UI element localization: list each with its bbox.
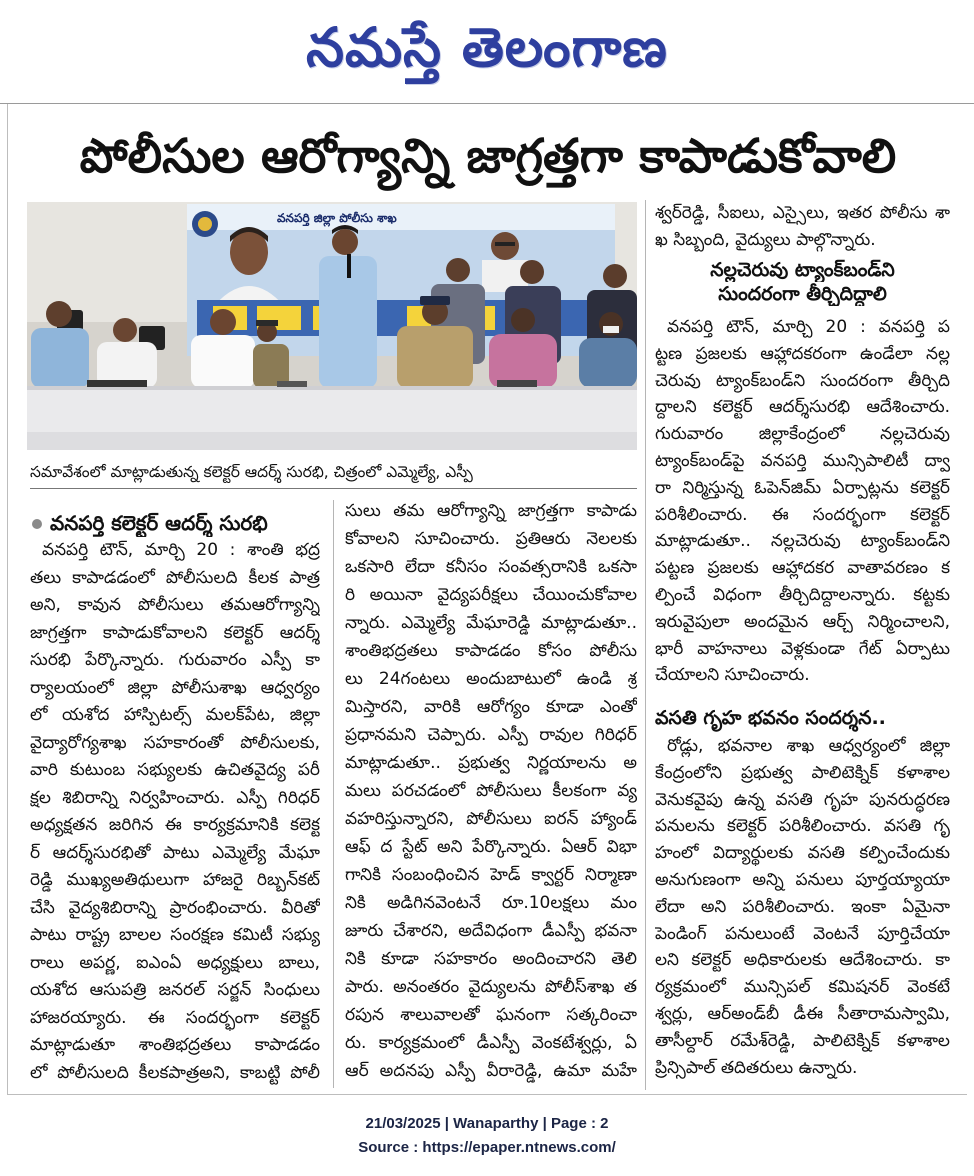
article-text-line: ప్రిన్సిపాల్ తదితరులు ఉన్నారు.	[655, 1057, 858, 1078]
bullet-icon	[32, 519, 42, 529]
article-text-line: రా నిర్మిస్తున్న ఓపెన్‌జిమ్ ఏర్పాట్లను కలెక్టర్	[655, 477, 950, 498]
event-photo	[27, 202, 637, 450]
article-text-line: రి అయినా వైద్యపరీక్షలు చేయించుకోవాల	[345, 585, 637, 605]
article-column-3-tankbund-story	[655, 314, 950, 690]
article-text-line: శ్వర్లు, ఆర్అండ్‌బీ డీఈ సీతారామస్వామి,	[655, 1003, 950, 1024]
article-text-line: పనులను కలెక్టర్ పరిశీలించారు. వసతి గృ	[655, 816, 950, 837]
article-text-line: పరిశీలించారు. ఈ సందర్భంగా కలెక్టర్	[655, 504, 950, 525]
article-text-line: ర్యక్రమంలో మున్సిపల్ కమిషనర్ వెంకటే	[655, 977, 950, 998]
article-text-line: వహరిస్తున్నారని, పోలీసులు ఐరన్ హ్యాండ్	[345, 809, 637, 829]
head-table	[27, 380, 637, 450]
column-divider	[645, 200, 646, 1090]
article-text-line: సురభి పేర్కొన్నారు. గురువారం ఎస్పీ కా	[30, 650, 320, 670]
article-text-line: కోవాలని సూచించారు. ప్రతిఆరు నెలలకు	[345, 529, 637, 549]
article-text-line: రోడ్లు, భవనాల శాఖ ఆధ్వర్యంలో జిల్లా	[667, 736, 950, 756]
article-text-line: గురువారం జిల్లాకేంద్రంలో నల్లచెరువు	[655, 424, 950, 445]
article-text-line: మలు పరచడంలో పోలీసులు కీలకంగా వ్య	[345, 781, 637, 801]
microphone-icon	[347, 254, 351, 278]
article-text-line: అనుగుణంగా అన్ని పనులు పూర్తయ్యాయా	[655, 869, 950, 890]
column3-subhead-hostel: వసతి గృహ భవనం సందర్శన..	[655, 707, 886, 729]
article-text-line: రెడ్డి ముఖ్యఅతిథులుగా హాజరై రిబ్బన్‌కట్	[30, 870, 320, 890]
article-text-line: లో యశోద హాస్పిటల్స్ మలక్‌పేట, జిల్లా	[30, 705, 320, 725]
article-column-1	[30, 510, 320, 1090]
article-text-line: జూరు చేశారని, అదేవిధంగా డీఎస్పీ భవనా	[345, 921, 637, 941]
article-text-line: ఒకసారి లేదా కనీసం సంవత్సరానికి ఒకసా	[345, 557, 637, 577]
article-column-2	[345, 497, 637, 1089]
article-text-line: ట్టణ ప్రజలకు ఆహ్లాదకరంగా ఉండేలా నల్ల	[655, 343, 950, 364]
article-text-line: పారు. అనంతరం వైద్యులను పోలీస్‌శాఖ త	[345, 977, 637, 997]
article-text-line: పెండింగ్ పనులుంటే వెంటనే పూర్తిచేయా	[655, 923, 950, 944]
banner-text: వనపర్తి జిల్లా పోలీసు శాఖ	[277, 211, 397, 225]
article-text-line: లేదా అని పరిశీలించారు. ఇంకా ఏమైనా	[655, 896, 950, 917]
clipping-border-bottom	[7, 1094, 967, 1095]
article-text-line: ఇరువైపులా అందమైన ఆర్చ్ నిర్మించాలని,	[655, 611, 950, 632]
article-headline: పోలీసుల ఆరోగ్యాన్ని జాగ్రత్తగా కాపాడుకోవాలి	[79, 129, 897, 184]
article-text-line: అని, కావున పోలీసులు తమఆరోగ్యాన్ని	[30, 595, 320, 615]
article-text-line: లో పోలీసులది కీలకపాత్రఅని, కాబట్టి పోలీ	[30, 1062, 320, 1083]
article-text-line: జాగ్రత్తగా కాపాడుకోవాలని కలెక్టర్ ఆదర్శ్	[30, 622, 320, 643]
article-text-line: తలు కాపాడడంలో పోలీసులది కీలక పాత్ర	[30, 567, 320, 588]
masthead-logo: నమస్తే తెలంగాణ	[306, 16, 668, 79]
article-text-line: గానికి సంబంధించిన హెడ్ క్వార్టర్ నిర్మాణా	[345, 865, 637, 885]
article-text-line: వైద్యారోగ్యశాఖ సహకారంతో పోలీసులకు,	[30, 732, 320, 753]
article-text-line: ఆర్ అదనపు ఎస్పీ వీరారెడ్డి, ఉమా మహే	[345, 1061, 637, 1081]
article-text-line: ల్పించే విధంగా తీర్చిదిద్దాలన్నారు. కట్టకు	[655, 584, 950, 605]
article-text-line: ర్యాలయంలో జిల్లా పోలీసుశాఖ ఆధ్వర్యం	[30, 677, 320, 698]
masthead-divider	[0, 103, 974, 104]
edition-info: 21/03/2025 | Wanaparthy | Page : 2	[365, 1115, 609, 1132]
article-text-line: హాజరయ్యారు. ఈ సందర్భంగా కలెక్టర్	[30, 1007, 320, 1028]
photo-caption: సమావేశంలో మాట్లాడుతున్న కలెక్టర్ ఆదర్శ్ సురభి, చిత్రంలో ఎమ్మెల్యే, ఎస్పీ	[30, 456, 637, 489]
article-text-line: శ్వర్‌రెడ్డి, సీఐలు, ఎస్సైలు, ఇతర పోలీసు శా	[655, 203, 950, 223]
article-text-line: రపున శాలువాలతో ఘనంగా సత్కరించా	[345, 1005, 637, 1025]
column1-subhead-text: వనపర్తి కలెక్టర్ ఆదర్శ్ సురభి	[50, 511, 268, 535]
article-text-line: లని కలెక్టర్ అధికారులకు ఆదేశించారు. కా	[655, 950, 950, 971]
clipping-border-left	[7, 104, 8, 1094]
article-text-line: అధ్యక్షతన జరిగిన ఈ కార్యక్రమానికి కలెక్ట	[30, 815, 320, 835]
article-text-line: వనపర్తి టౌన్, మార్చి 20 : శాంతి భద్ర	[42, 540, 320, 560]
article-text-line: పాటు రాష్ట్ర బాలల సంరక్షణ కమిటీ సభ్యు	[30, 925, 320, 945]
column3-subhead-tankbund	[655, 258, 950, 306]
article-text-line: మిస్తారని, వారికి ఆరోగ్యం కూడా ఎంతో	[345, 697, 637, 717]
police-emblem-icon	[192, 211, 218, 237]
article-text-line: ద్దాలని కలెక్టర్ ఆదర్శ్‌సురభి ఆదేశించారు.	[655, 397, 950, 418]
article-text-line: వారి కుటుంబ సభ్యులకు ఉచితవైద్య పరీ	[30, 760, 320, 780]
article-text-line: వనపర్తి టౌన్, మార్చి 20 : వనపర్తి ప	[667, 317, 950, 337]
article-text-line: భారీ వాహనాలు వెళ్లకుండా గేట్ ఏర్పాటు	[655, 638, 950, 659]
article-text-line: నికి కూడా సహకారం అందించారని తెలి	[345, 949, 637, 969]
article-text-line: శాంతిభద్రతలు కాపాడడం కోసం పోలీసు	[345, 641, 637, 661]
article-text-line: మాట్లాడుతూ.. నల్లచెరువు ట్యాంక్‌బండ్‌ని	[655, 531, 950, 552]
article-text-line: రు. కార్యక్రమంలో డీఎస్పీ వెంకటేశ్వర్లు, ఏ	[345, 1033, 637, 1053]
article-text-line: ర్ ఆదర్శ్‌సురభితో పాటు ఎమ్మెల్యే మేఘా	[30, 842, 320, 863]
article-text-line: సులు తమ ఆరోగ్యాన్ని జాగ్రత్తగా కాపాడు	[345, 501, 637, 521]
article-text-line: పట్టణ ప్రజలకు ఆహ్లాదకర వాతావరణం క	[655, 558, 950, 579]
subhead-line: నల్లచెరువు ట్యాంక్‌బండ్‌ని	[710, 259, 895, 281]
article-text-line: వెనుకవైపు ఉన్న వసతి గృహ పునరుద్ధరణ	[655, 789, 950, 810]
article-text-line: లు 24గంటలు అందుబాటులో ఉండి శ్ర	[345, 669, 637, 689]
article-text-line: రాలు అపర్ణ, ఐఎంఏ అధ్యక్షులు బాలు,	[30, 952, 320, 973]
column1-subhead	[30, 510, 320, 537]
article-text-line: ట్యాంక్‌బండ్‌పై వనపర్తి మున్సిపాలిటీ ద్వా	[655, 450, 950, 471]
article-column-3-top	[655, 200, 950, 254]
article-text-line: చేసి వైద్యశిబిరాన్ని ప్రారంభించారు. వీరితో	[30, 897, 320, 918]
article-column-3-hostel-story	[655, 733, 950, 1083]
article-text-line: నికి అడిగినవెంటనే రూ.10లక్షలు మం	[345, 893, 637, 913]
event-photo-image	[27, 202, 637, 450]
column-divider	[333, 500, 334, 1088]
article-text-line: చెరువు ట్యాంక్‌బండ్‌ని సుందరంగా తీర్చిది	[655, 370, 950, 391]
subhead-line: సుందరంగా తీర్చిదిద్దాలి	[718, 283, 887, 305]
article-text-line: చేయాలని సూచించారు.	[655, 665, 810, 686]
article-text-line: ప్రధానమని చెప్పారు. ఎస్పీ రావుల గిరిధర్	[345, 725, 637, 745]
source-url: Source : https://epaper.ntnews.com/	[358, 1139, 616, 1156]
article-text-line: హంలో విద్యార్థులకు వసతి కల్పించేందుకు	[655, 843, 950, 864]
article-text-line: క్షల శిబిరాన్ని నిర్వహించారు. ఎస్పీ గిరిధర్	[30, 787, 320, 808]
article-text-line: మాట్లాడుతూ శాంతిభద్రతలు కాపాడడం	[30, 1035, 320, 1055]
article-text-line: మాట్లాడుతూ.. ప్రభుత్వ నిర్ణయాలను అ	[345, 753, 637, 773]
article-text-line: తాసీల్దార్ రమేశ్‌రెడ్డి, పాలిటెక్నిక్ కళాశాల	[655, 1030, 950, 1051]
article-text-line: కేంద్రంలోని ప్రభుత్వ పాలిటెక్నిక్ కళాశాల	[655, 762, 950, 783]
article-text-line: న్నారు. ఎమ్మెల్యే మేఘారెడ్డి మాట్లాడుతూ..	[345, 613, 637, 633]
article-text-line: ఖ సిబ్బంది, వైద్యులు పాల్గొన్నారు.	[655, 230, 876, 250]
article-text-line: ఆఫ్ ద స్టేట్ అని పేర్కొన్నారు. ఏఆర్ విభా	[345, 837, 637, 857]
article-text-line: యశోద ఆసుపత్రి జనరల్ సర్జన్ సింధులు	[30, 980, 320, 1000]
